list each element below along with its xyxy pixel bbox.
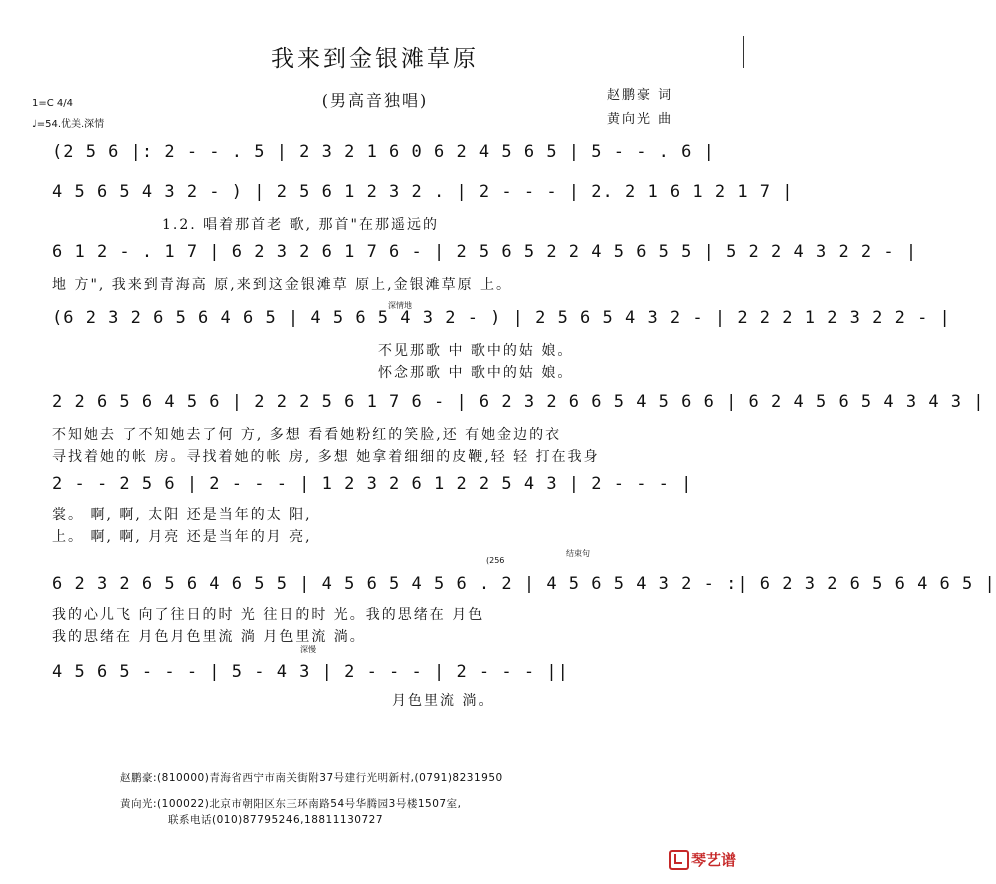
ending-phrase-mark: 结束句: [566, 549, 590, 558]
lyric-row-2-line-1: 1.2. 唱着那首老 歌, 那首"在那遥远的: [162, 217, 439, 233]
lyric-row-7-line-1: 我的心儿飞 向了往日的时 光 往日的时 光。我的思绪在 月色: [52, 607, 485, 623]
site-watermark: [669, 849, 736, 870]
lyric-row-6-line-1: 裳。 啊, 啊, 太阳 还是当年的太 阳,: [52, 507, 312, 523]
lyric-row-3-line-1: 地 方", 我来到青海高 原,来到这金银滩草 原上,金银滩草原 上。: [52, 277, 513, 293]
composer-phone: 联系电话(010)87795246,18811130727: [168, 814, 383, 826]
notation-row-2: 4 5 6 5 4 3 2 - ) | 2 5 6 1 2 3 2 . | 2 - - - | 2. 2 1 6 1 2 1 7 |: [52, 182, 794, 202]
lyricist-credit: 赵鹏豪 词: [607, 88, 674, 103]
repeat-pickup-mark: (256: [486, 556, 505, 565]
song-subtitle: (男高音独唱): [321, 91, 429, 110]
lyric-row-6-line-2: 上。 啊, 啊, 月亮 还是当年的月 亮,: [52, 529, 312, 545]
lyric-row-5-line-2: 寻找着她的帐 房。寻找着她的帐 房, 多想 她拿着细细的皮鞭,轻 轻 打在我身: [52, 449, 600, 465]
lyric-row-4-line-2: 怀念那歌 中 歌中的姑 娘。: [378, 365, 574, 381]
tempo-marking: ♩=54.优美.深情: [32, 119, 105, 130]
notation-row-6: 2 - - 2 5 6 | 2 - - - | 1 2 3 2 6 1 2 2 5 4 3 | 2 - - - |: [52, 474, 693, 494]
expression-mark-slow: 深慢: [300, 645, 316, 654]
expression-mark-tender: 深情地: [388, 301, 412, 310]
lyric-row-5-line-1: 不知她去 了不知她去了何 方, 多想 看看她粉红的笑脸,还 有她金边的衣: [52, 427, 562, 443]
notation-row-3: 6 1 2 - . 1 7 | 6 2 3 2 6 1 7 6 - | 2 5 6 5 2 2 4 5 6 5 5 | 5 2 2 4 3 2 2 - |: [52, 242, 918, 262]
lyric-row-4-line-1: 不见那歌 中 歌中的姑 娘。: [378, 343, 574, 359]
key-signature: 1=C 4/4: [32, 98, 73, 109]
watermark-text: 琴艺谱: [690, 851, 736, 869]
composer-address: 黄向光:(100022)北京市朝阳区东三环南路54号华腾园3号楼1507室,: [120, 798, 462, 810]
lyric-row-7-line-2: 我的思绪在 月色月色里流 淌 月色里流 淌。: [52, 629, 366, 645]
watermark-logo-icon: [669, 850, 689, 870]
notation-row-7: 6 2 3 2 6 5 6 4 6 5 5 | 4 5 6 5 4 5 6 . 2 | 4 5 6 5 4 3 2 - :| 6 2 3 2 6 5 6 4 6 5 |: [52, 574, 996, 594]
notation-row-4: (6 2 3 2 6 5 6 4 6 5 | 4 5 6 5 4 3 2 - ) | 2 5 6 5 4 3 2 - | 2 2 2 1 2 3 2 2 - |: [52, 308, 951, 328]
page-edge-mark: [743, 36, 744, 68]
lyric-row-8-line-1: 月色里流 淌。: [392, 693, 495, 709]
notation-row-5: 2 2 6 5 6 4 5 6 | 2 2 2 5 6 1 7 6 - | 6 2 3 2 6 6 5 4 5 6 6 | 6 2 4 5 6 5 4 3 4 3 |: [52, 392, 985, 412]
lyricist-address: 赵鹏豪:(810000)青海省西宁市南关街附37号建行光明新村,(0791)8231950: [120, 772, 503, 784]
song-title: 我来到金银滩草原: [271, 46, 479, 72]
composer-credit: 黄向光 曲: [607, 112, 674, 127]
notation-row-8: 4 5 6 5 - - - | 5 - 4 3 | 2 - - - | 2 - - - ||: [52, 662, 569, 682]
notation-row-1: (2 5 6 |: 2 - - . 5 | 2 3 2 1 6 0 6 2 4 5 6 5 | 5 - - . 6 |: [52, 142, 715, 162]
